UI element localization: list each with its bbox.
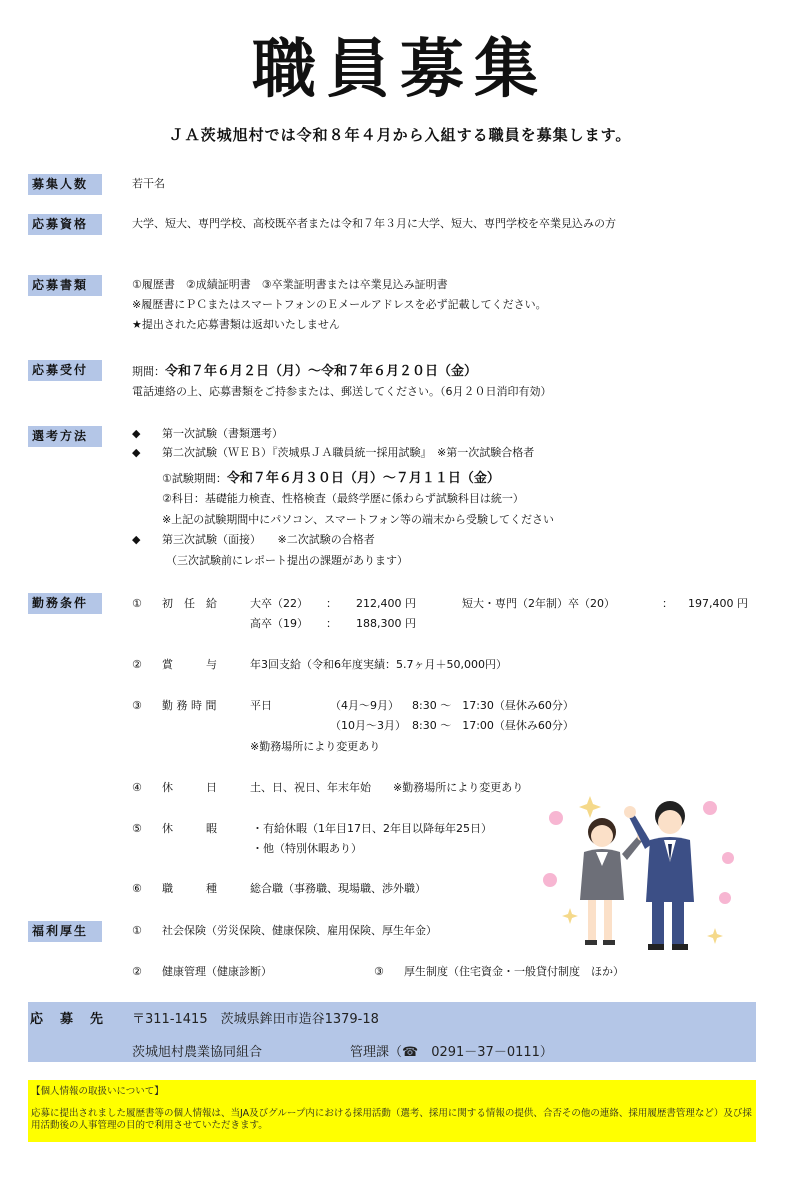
bullet-diamond-icon: ◆ (132, 446, 141, 459)
contact-address: 〒311-1415 茨城県鉾田市造谷1379-18 (132, 1012, 379, 1027)
label-conditions: 勤務条件 (28, 593, 102, 614)
c5-line2: ・他（特別休暇あり） (252, 842, 362, 855)
privacy-heading: 【個人情報の取扱いについて】 (31, 1086, 164, 1097)
c3-note: ※勤務場所により変更あり (250, 740, 381, 753)
label-selection: 選考方法 (28, 426, 102, 447)
c6-name: 職 種 (162, 882, 217, 895)
flower-icon (543, 801, 734, 904)
c4-name: 休 日 (162, 781, 217, 794)
contact-label: 応 募 先 (30, 1012, 106, 1027)
c1-r2-colon: ： (326, 617, 337, 630)
page-title: 職員募集 (252, 33, 548, 107)
selection-s3-note: （三次試験前にレポート提出の課題があります） (166, 554, 408, 567)
woman-figure (580, 818, 647, 945)
c6-text: 総合職（事務職、現場職、渉外職） (250, 882, 426, 895)
reception-period-prefix: 期間： (132, 365, 165, 378)
w1-number: ① (132, 924, 142, 937)
reception-period: 令和７年６月２日（月）～令和７年６月２０日（金） (165, 364, 478, 379)
c2-number: ② (132, 658, 142, 671)
label-welfare: 福利厚生 (28, 921, 102, 942)
man-figure (624, 801, 694, 950)
w2-text: 健康管理（健康診断） (162, 965, 272, 978)
c3-name: 勤 務 時 間 (162, 699, 217, 712)
selection-s2-period-line (162, 467, 500, 486)
reception-period-line (132, 360, 477, 379)
cheering-people-illustration (540, 788, 740, 958)
s2-period: 令和７年６月３０日（月）～７月１１日（金） (226, 471, 500, 486)
label-qualification: 応募資格 (28, 214, 102, 235)
c3-r2-c: 8:30 ～ 17:00（昼休み60分） (412, 719, 574, 732)
c3-number: ③ (132, 699, 142, 712)
c1-r1-a: 大卒（22） (250, 597, 308, 610)
c3-r2-b: （10月～3月） (330, 719, 406, 732)
privacy-body: 応募に提出されました履歴書等の個人情報は、当JA及びグループ内における採用活動（選考、採用に関する情報の提供、合否その他の連絡、採用履歴書管理など）及び採用活動後の人事管理の目的で利用させていただきます。 (31, 1108, 752, 1131)
c1-r2-b: 188,300 円 (356, 617, 416, 630)
label-reception: 応募受付 (28, 360, 102, 381)
c1-r1-c: 短大・専門（2年制）卒（20） (462, 597, 615, 610)
bullet-diamond-icon: ◆ (132, 533, 141, 546)
c2-name: 賞 与 (162, 658, 217, 671)
contact-dept: 管理課（☎ 0291－37－0111） (350, 1045, 553, 1060)
c5-name: 休 暇 (162, 822, 217, 835)
qualification-text: 大学、短大、専門学校、高校既卒者または令和７年３月に大学、短大、専門学校を卒業見込みの方 (132, 217, 616, 230)
selection-s1: 第一次試験（書類選考） (162, 427, 283, 440)
documents-line2: ※履歴書にＰＣまたはスマートフォンのＥメールアドレスを必ず記載してください。 (132, 298, 547, 311)
selection-s2-note: ※上記の試験期間中にパソコン、スマートフォン等の端末から受験してください (162, 513, 555, 526)
s2-period-prefix: ①試験期間： (162, 472, 227, 485)
page-subtitle: ＪＡ茨城旭村では令和８年４月から入組する職員を募集します。 (168, 126, 632, 144)
c4-text: 土、日、祝日、年末年始 ※勤務場所により変更あり (250, 781, 524, 794)
w1-text: 社会保険（労災保険、健康保険、雇用保険、厚生年金） (162, 924, 437, 937)
w2-number: ② (132, 965, 142, 978)
documents-line1: ①履歴書 ②成績証明書 ③卒業証明書または卒業見込み証明書 (132, 278, 448, 291)
c3-r1-c: 8:30 ～ 17:30（昼休み60分） (412, 699, 574, 712)
c1-name: 初 任 給 (162, 597, 217, 610)
count-text: 若干名 (132, 177, 165, 190)
selection-s2-subject: ②科目：基礎能力検査、性格検査（最終学歴に係わらず試験科目は統一） (162, 492, 524, 505)
w3-number: ③ (374, 965, 384, 978)
selection-s3: 第三次試験（面接） ※二次試験の合格者 (162, 533, 375, 546)
reception-note: 電話連絡の上、応募書類をご持参または、郵送してください。（6月２０日消印有効） (132, 385, 552, 398)
c6-number: ⑥ (132, 882, 142, 895)
w3-text: 厚生制度（住宅資金・一般貸付制度 ほか） (404, 965, 624, 978)
c2-text: 年3回支給（令和6年度実績：5.7ヶ月＋50,000円） (250, 658, 507, 671)
c1-r1-colon: ： (326, 597, 337, 610)
c1-r1-colon2: ： (662, 597, 673, 610)
contact-org: 茨城旭村農業協同組合 (132, 1045, 263, 1060)
c4-number: ④ (132, 781, 142, 794)
c3-r1-b: （4月～9月） (330, 699, 399, 712)
bullet-diamond-icon: ◆ (132, 427, 141, 440)
c1-r2-a: 高卒（19） (250, 617, 308, 630)
c1-r1-b: 212,400 円 (356, 597, 416, 610)
c1-number: ① (132, 597, 142, 610)
c1-r1-d: 197,400 円 (688, 597, 748, 610)
label-count: 募集人数 (28, 174, 102, 195)
selection-s2: 第二次試験（ＷＥＢ）『茨城県ＪＡ職員統一採用試験』 ※第一次試験合格者 (162, 446, 535, 459)
c5-number: ⑤ (132, 822, 142, 835)
documents-line3: ★提出された応募書類は返却いたしません (132, 318, 340, 331)
label-documents: 応募書類 (28, 275, 102, 296)
c5-line1: ・有給休暇（1年目17日、2年目以降毎年25日） (252, 822, 492, 835)
c3-r1-a: 平日 (250, 699, 272, 712)
